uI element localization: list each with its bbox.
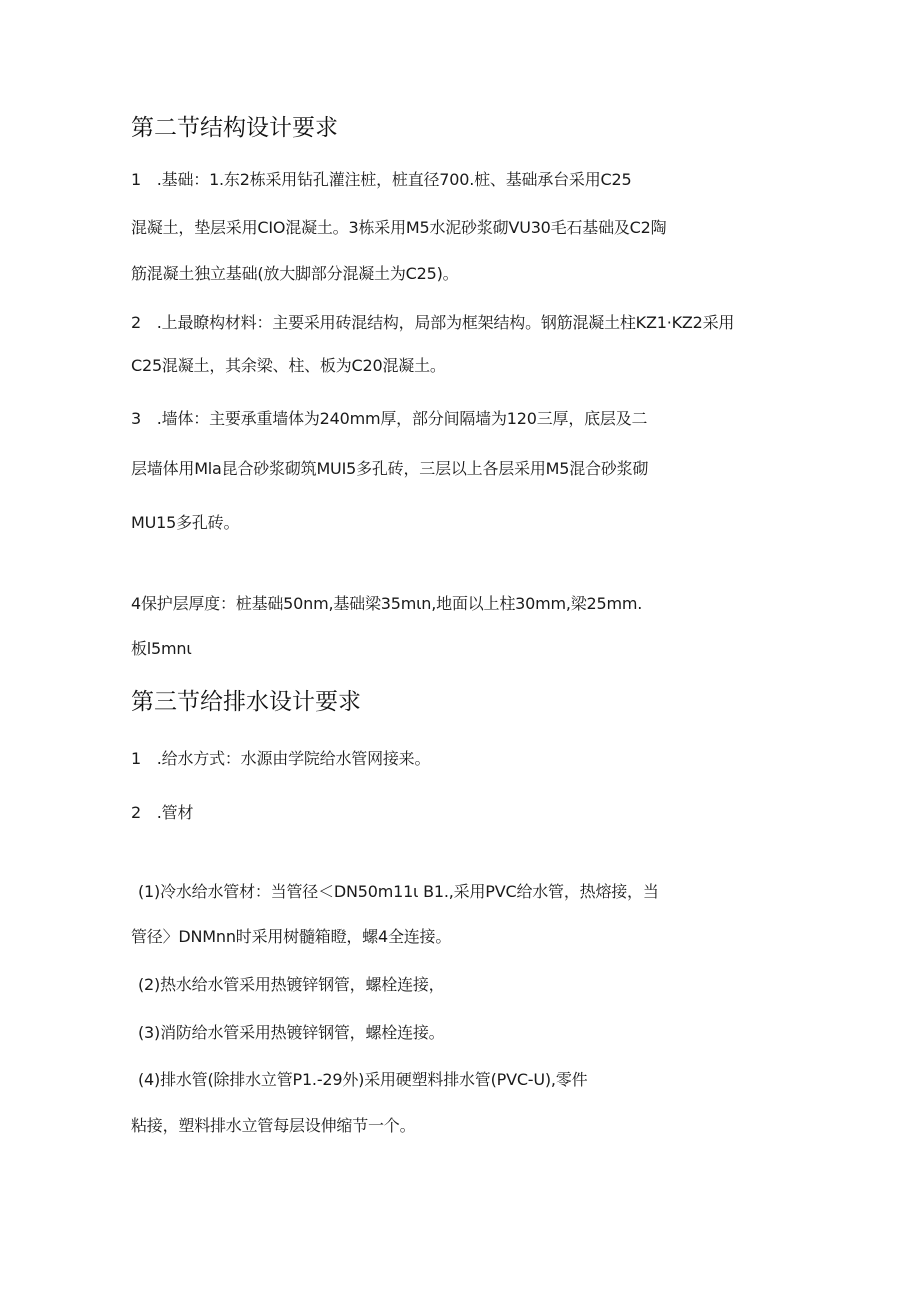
section-3-line-5: (2)热水给水管采用热镀锌钢管，螺栓连接，	[138, 975, 445, 994]
section-2-line-6: 3 .墙体：主要承重墙体为240mm厚，部分间隔墙为120三厚，底层及二	[131, 409, 648, 428]
section-3-line-3: (1)冷水给水管材：当管径＜DN50m11ι B1.,采用PVC给水管，热熔接，当	[138, 882, 659, 901]
section-2-line-5: C25混凝土，其余梁、柱、板为C20混凝土。	[131, 356, 446, 375]
section-3-line-4: 管径〉DNMnn时采用树髓箱瞪，螺4全连接。	[131, 927, 452, 946]
section-2-line-3: 筋混凝土独立基础(放大脚部分混凝土为C25)。	[131, 264, 459, 283]
section-2-line-1: 1 .基础：1.东2栋采用钻孔灌注桩，桩直径700.桩、基础承台采用C25	[131, 170, 632, 189]
section-3-line-1: 1 .给水方式：水源由学院给水管网接来。	[131, 749, 431, 768]
section-3-line-2: 2 .管材	[131, 803, 194, 822]
section-2-line-10: 板l5mnι	[131, 639, 192, 658]
section-2-line-7: 层墙体用Mla昆合砂浆砌筑MUI5多孔砖，三层以上各层采用M5混合砂浆砌	[131, 459, 649, 478]
section-2-line-4: 2 .上最瞭构材料：主要采用砖混结构，局部为框架结构。钢筋混凝土柱KZ1·KZ2采用	[131, 313, 735, 332]
section-3-line-8: 粘接，塑料排水立管每层设伸缩节一个。	[131, 1116, 416, 1135]
section-3-heading: 第三节给排水设计要求	[131, 689, 361, 715]
section-2-line-9: 4保护层厚度：桩基础50nm,基础梁35mιn,地面以上柱30mm,梁25mm.	[131, 594, 643, 613]
section-3-line-6: (3)消防给水管采用热镀锌钢管，螺栓连接。	[138, 1023, 445, 1042]
section-2-line-2: 混凝土，垫层采用CIO混凝土。3栋采用M5水泥砂浆砌VU30毛石基础及C2陶	[131, 218, 667, 237]
section-3-line-7: (4)排水管(除排水立管P1.-29外)采用硬塑料排水管(PVC-U),零件	[138, 1070, 588, 1089]
section-2-heading: 第二节结构设计要求	[131, 115, 338, 141]
section-2-line-8: MU15多孔砖。	[131, 513, 240, 532]
